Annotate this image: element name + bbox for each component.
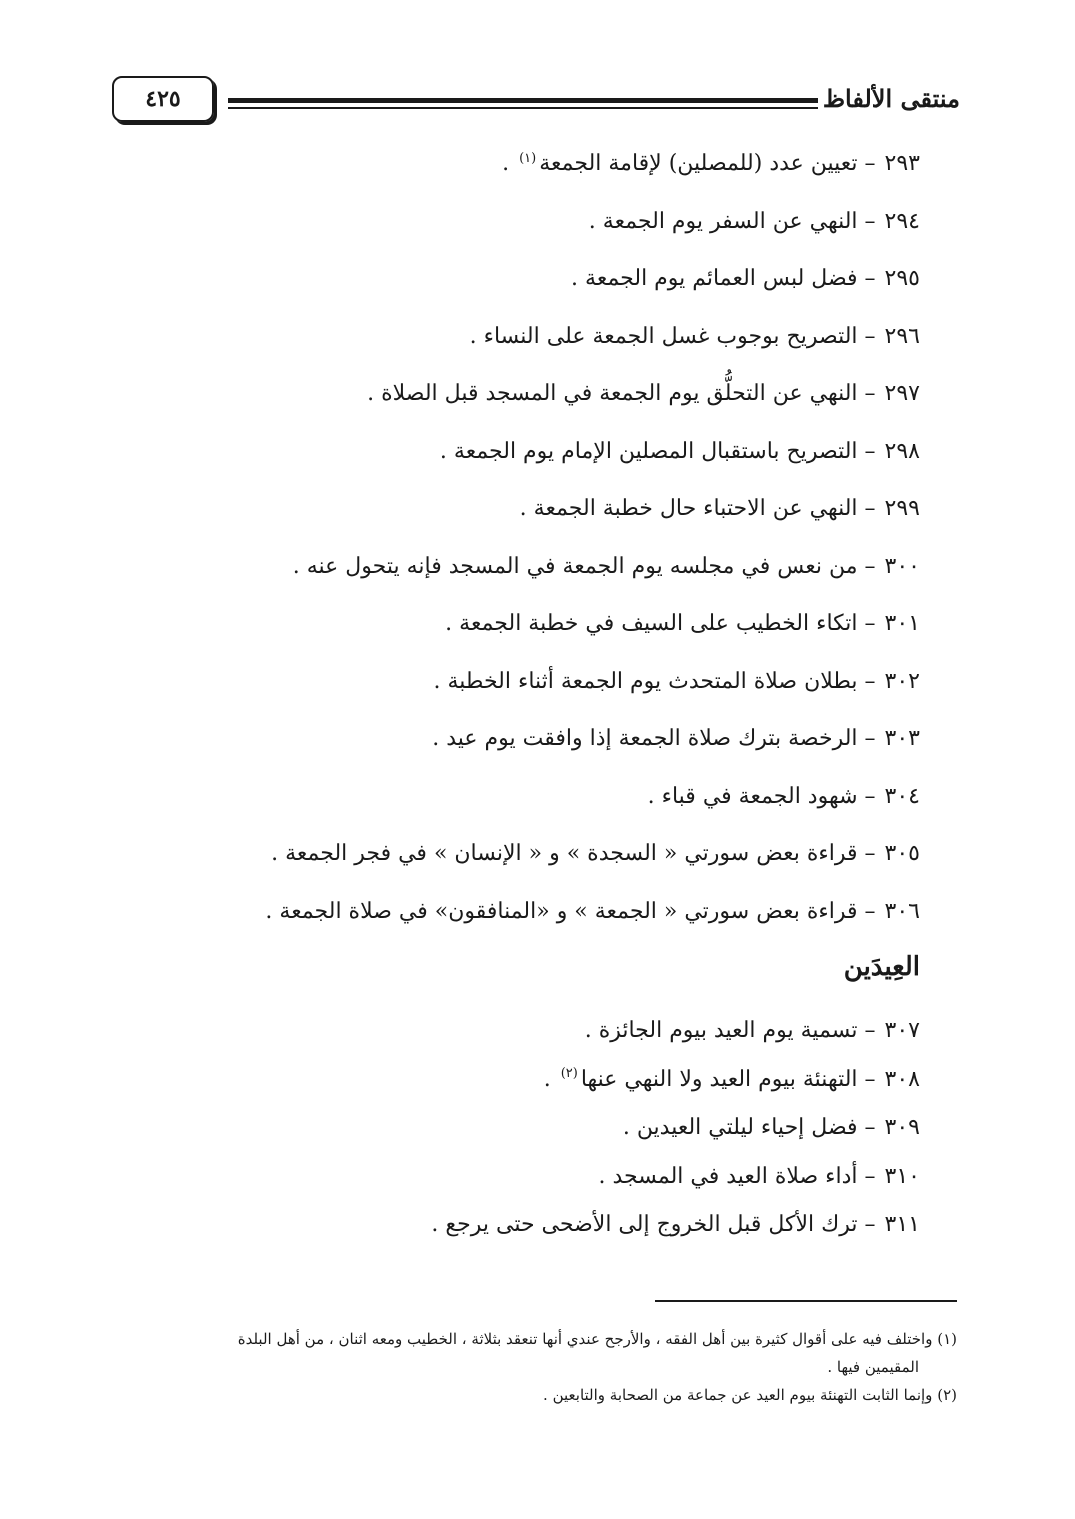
item-end: . xyxy=(432,726,440,751)
item-end: . xyxy=(265,898,273,924)
list-item: ٣٠٧ – تسمية يوم العيد بيوم الجائزة . xyxy=(584,1018,920,1043)
item-end: . xyxy=(292,553,300,579)
list-item: ٢٩٩ – النهي عن الاحتباء حال خطبة الجمعة . xyxy=(519,496,920,521)
item-number: ٣٠١ xyxy=(884,611,920,636)
page-number: ٤٢٥ xyxy=(145,86,181,112)
list-item: ٢٩٤ – النهي عن السفر يوم الجمعة . xyxy=(588,208,920,234)
list-item: ٣٠٩ – فضل إحياء ليلتي العيدين . xyxy=(622,1115,920,1140)
list-item: ٢٩٣ – تعيين عدد (للمصلين) لإقامة الجمعة$^{(١)}$ . xyxy=(502,150,920,176)
item-end: . xyxy=(588,208,596,234)
list-item: ٢٩٦ – التصريح بوجوب غسل الجمعة على النساء . xyxy=(469,323,920,349)
list-item: ٣٠٨ – التهنئة بيوم العيد ولا النهي عنها$^{(٢)}$ . xyxy=(543,1066,920,1092)
footnote-mark: (١) xyxy=(937,1330,957,1348)
item-text: قراءة بعض سورتي « الجمعة » و «المنافقون» في صلاة الجمعة xyxy=(279,898,858,924)
item-number: ٣٠٧ xyxy=(884,1018,920,1043)
item-text: تعيين عدد (للمصلين) لإقامة الجمعة xyxy=(539,151,858,176)
item-end: . xyxy=(584,1018,592,1043)
item-text: التهنئة بيوم العيد ولا النهي عنها xyxy=(580,1066,858,1092)
list-item: ٣١٠ – أداء صلاة العيد في المسجد . xyxy=(598,1163,920,1189)
item-text: النهي عن الاحتباء حال خطبة الجمعة xyxy=(533,496,858,521)
item-number: ٣٠٠ xyxy=(884,553,920,579)
list-item: ٣٠٢ – بطلان صلاة المتحدث يوم الجمعة أثناء الخطبة . xyxy=(433,668,920,694)
item-list-eid xyxy=(160,1012,920,1255)
item-number: ٢٩٥ xyxy=(884,266,920,291)
header-rule-thick xyxy=(228,98,818,103)
footnotes xyxy=(117,1325,957,1409)
list-item: ٣٠١ – اتكاء الخطيب على السيف في خطبة الجمعة . xyxy=(445,611,920,636)
item-number: ٢٩٤ xyxy=(884,208,920,234)
item-text: قراءة بعض سورتي « السجدة » و « الإنسان » في فجر الجمعة xyxy=(285,841,858,866)
item-end: . xyxy=(439,438,447,464)
book-title: منتقى الألفاظ xyxy=(822,84,960,113)
item-text: من نعس في مجلسه يوم الجمعة في المسجد فإنه يتحول عنه xyxy=(306,553,858,579)
header-rule-thin xyxy=(228,107,818,109)
item-text: بطلان صلاة المتحدث يوم الجمعة أثناء الخطبة xyxy=(447,668,858,694)
footnote-1-continuation: المقيمين فيها . xyxy=(827,1358,919,1376)
footnote-ref[interactable]: (١) xyxy=(519,150,537,166)
list-item: ٣٠٠ – من نعس في مجلسه يوم الجمعة في المسجد فإنه يتحول عنه . xyxy=(292,553,920,579)
item-number: ٢٩٧ xyxy=(884,381,920,406)
list-item: ٣٠٣ – الرخصة بترك صلاة الجمعة إذا وافقت يوم عيد . xyxy=(432,726,920,751)
item-end: . xyxy=(433,668,441,694)
footnote-mark: (٢) xyxy=(937,1386,957,1404)
item-text: التصريح باستقبال المصلين الإمام يوم الجمعة xyxy=(453,438,858,464)
item-end: . xyxy=(622,1115,630,1140)
item-end: . xyxy=(647,783,655,809)
item-text: ترك الأكل قبل الخروج إلى الأضحى حتى يرجع xyxy=(445,1212,858,1237)
item-end: . xyxy=(469,323,477,349)
item-text: النهي عن التحلُّق يوم الجمعة في المسجد قبل الصلاة xyxy=(381,381,858,406)
page-header xyxy=(108,72,960,132)
item-number: ٢٩٩ xyxy=(884,496,920,521)
item-number: ٣٠٨ xyxy=(884,1066,920,1092)
item-end: . xyxy=(431,1212,439,1237)
item-end: . xyxy=(271,841,279,866)
item-end: . xyxy=(543,1066,551,1092)
item-end: . xyxy=(445,611,453,636)
item-end: . xyxy=(367,381,375,406)
footnote-text: وإنما الثابت التهنئة بيوم العيد عن جماعة من الصحابة والتابعين . xyxy=(543,1386,933,1404)
footnote-2 xyxy=(117,1381,957,1409)
item-text: شهود الجمعة في قباء xyxy=(661,783,858,809)
item-text: أداء صلاة العيد في المسجد xyxy=(612,1163,858,1189)
item-text: فضل إحياء ليلتي العيدين xyxy=(636,1115,858,1140)
item-text: فضل لبس العمائم يوم الجمعة xyxy=(585,266,858,291)
item-number: ٣١٠ xyxy=(884,1163,920,1189)
item-number: ٣٠٩ xyxy=(884,1115,920,1140)
item-end: . xyxy=(598,1163,606,1189)
item-end: . xyxy=(571,266,579,291)
footnote-text: واختلف فيه على أقوال كثيرة بين أهل الفقه ، والأرجح عندي أنها تنعقد بثلاثة ، الخطيب ومعه اثنان ، من أهل البلدة xyxy=(237,1330,933,1348)
list-item: ٢٩٧ – النهي عن التحلُّق يوم الجمعة في المسجد قبل الصلاة . xyxy=(367,381,920,406)
item-number: ٣٠٦ xyxy=(884,898,920,924)
item-text: الرخصة بترك صلاة الجمعة إذا وافقت يوم عيد xyxy=(446,726,858,751)
footnote-separator xyxy=(655,1300,957,1302)
list-item: ٢٩٨ – التصريح باستقبال المصلين الإمام يوم الجمعة . xyxy=(439,438,920,464)
section-heading: العِيدَين xyxy=(843,952,920,982)
item-text: التصريح بوجوب غسل الجمعة على النساء xyxy=(483,323,858,349)
footnote-1 xyxy=(117,1325,957,1353)
list-item: ٢٩٥ – فضل لبس العمائم يوم الجمعة . xyxy=(571,266,920,291)
item-number: ٣١١ xyxy=(884,1212,920,1237)
page-number-box xyxy=(112,76,214,122)
list-item: ٣٠٤ – شهود الجمعة في قباء . xyxy=(647,783,920,809)
item-number: ٣٠٤ xyxy=(884,783,920,809)
item-number: ٢٩٦ xyxy=(884,323,920,349)
item-number: ٣٠٢ xyxy=(884,668,920,694)
item-list xyxy=(160,145,920,950)
item-text: النهي عن السفر يوم الجمعة xyxy=(602,208,858,234)
item-number: ٢٩٣ xyxy=(884,151,920,176)
list-item: ٣٠٦ – قراءة بعض سورتي « الجمعة » و «المنافقون» في صلاة الجمعة . xyxy=(265,898,920,924)
item-number: ٢٩٨ xyxy=(884,438,920,464)
item-end: . xyxy=(502,151,510,176)
footnote-ref[interactable]: (٢) xyxy=(560,1066,578,1082)
item-text: اتكاء الخطيب على السيف في خطبة الجمعة xyxy=(459,611,858,636)
list-item: ٣٠٥ – قراءة بعض سورتي « السجدة » و « الإنسان » في فجر الجمعة . xyxy=(271,841,920,866)
item-text: تسمية يوم العيد بيوم الجائزة xyxy=(598,1018,858,1043)
list-item: ٣١١ – ترك الأكل قبل الخروج إلى الأضحى حتى يرجع . xyxy=(431,1212,920,1237)
item-number: ٣٠٥ xyxy=(884,841,920,866)
item-number: ٣٠٣ xyxy=(884,726,920,751)
item-end: . xyxy=(519,496,527,521)
